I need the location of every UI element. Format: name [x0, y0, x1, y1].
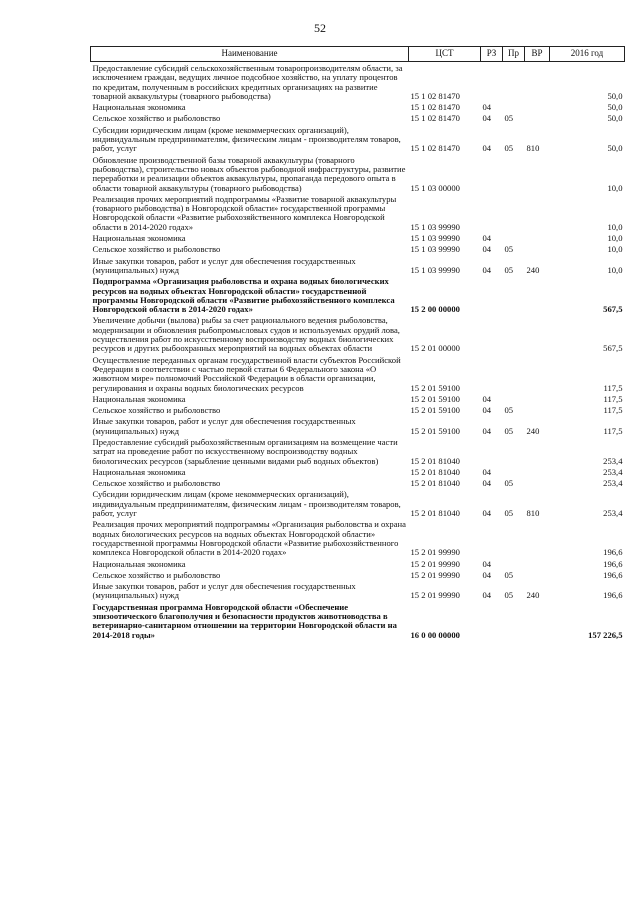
row-amount: 50,0 — [607, 113, 623, 124]
row-pr: 05 — [504, 143, 514, 154]
row-rz — [481, 314, 503, 353]
row-rz — [481, 518, 503, 557]
row-amount: 196,6 — [603, 590, 623, 601]
row-cst: 15 1 02 81470 — [410, 143, 460, 154]
row-vr — [525, 477, 550, 488]
row-pr — [503, 393, 525, 404]
row-amount: 117,5 — [603, 382, 623, 393]
row-rz: 04 — [482, 143, 492, 154]
row-pr — [503, 101, 525, 112]
row-cst: 15 2 01 81040 — [410, 466, 460, 477]
row-name: Субсидии юридическим лицам (кроме некоммерческих организаций), индивидуальным предпринимателям, физическим лицам - производителям товаров, работ, услуг — [92, 489, 401, 519]
row-pr: 05 — [504, 264, 514, 275]
row-amount: 10,0 — [607, 244, 623, 255]
table-row — [91, 112, 625, 123]
row-rz: 04 — [482, 558, 492, 569]
row-rz: 04 — [482, 405, 492, 416]
header-pr: Пр — [503, 47, 525, 62]
row-cst: 15 1 03 99990 — [410, 264, 460, 275]
table-row — [91, 488, 625, 518]
row-cst: 15 1 02 81470 — [410, 90, 460, 101]
table-row — [91, 518, 625, 557]
row-rz — [481, 193, 503, 232]
row-vr — [525, 466, 550, 477]
row-vr — [525, 154, 550, 193]
header-year: 2016 год — [550, 47, 625, 62]
table-row — [91, 466, 625, 477]
row-pr — [503, 558, 525, 569]
table-row — [91, 101, 625, 112]
row-vr — [525, 601, 550, 640]
table-row — [91, 154, 625, 193]
row-name: Реализация прочих мероприятий подпрограммы «Развитие товарной аквакультуры (товарного рыбоводства) в Новгородской области» государственной программы Новгородской области «Развитие рыбохозяйственного комплекса Новгородской области в 2014-2020 годах» — [92, 193, 397, 232]
row-cst: 15 2 01 59100 — [410, 425, 460, 436]
row-pr: 05 — [504, 405, 514, 416]
row-cst: 15 2 01 99990 — [410, 558, 460, 569]
row-pr — [503, 193, 525, 232]
row-vr — [525, 354, 550, 393]
row-rz: 04 — [482, 425, 492, 436]
row-amount: 157 226,5 — [588, 629, 623, 640]
row-rz — [481, 436, 503, 466]
row-pr: 05 — [504, 508, 514, 519]
row-amount: 196,6 — [603, 547, 623, 558]
row-name: Иные закупки товаров, работ и услуг для обеспечения государственных (муниципальных) нужд — [92, 416, 356, 436]
table-row — [91, 243, 625, 254]
row-amount: 253,4 — [603, 455, 623, 466]
row-amount: 196,6 — [603, 569, 623, 580]
row-name: Предоставление субсидий сельскохозяйственным товаропроизводителям области, за исключением граждан, ведущих личное подсобное хозяйство, на уплату процентов по кредитам, полученным в российских кредитных организациях на развитие товарной аквакультуры (товарного рыбоводства) — [92, 63, 403, 101]
table-header-row — [91, 47, 625, 62]
row-name: Национальная экономика — [92, 558, 186, 569]
row-rz: 04 — [482, 233, 492, 244]
row-name: Сельское хозяйство и рыболовство — [92, 478, 221, 489]
row-vr: 810 — [526, 143, 540, 154]
row-vr — [525, 558, 550, 569]
row-amount: 50,0 — [607, 90, 623, 101]
header-name: Наименование — [91, 47, 409, 62]
header-cst: ЦСТ — [409, 47, 481, 62]
row-pr — [503, 436, 525, 466]
table-row — [91, 477, 625, 488]
row-name: Иные закупки товаров, работ и услуг для обеспечения государственных (муниципальных) нужд — [92, 255, 356, 275]
row-name: Реализация прочих мероприятий подпрограммы «Организация рыболовства и охрана водных биологических ресурсов на водных объектах Новгородской области» государственной программы Новгородской области «Развитие рыбохозяйственного комплекса Новгородской области в 2014-2020 годах» — [92, 519, 406, 558]
row-rz: 04 — [482, 508, 492, 519]
row-rz — [481, 275, 503, 314]
row-name: Национальная экономика — [92, 393, 186, 404]
row-amount: 117,5 — [603, 393, 623, 404]
row-name: Национальная экономика — [92, 233, 186, 244]
row-name: Сельское хозяйство и рыболовство — [92, 405, 221, 416]
row-name: Осуществление переданных органам государственной власти субъектов Российской Федерации в соответствии с частью первой статьи 6 Федерального закона «О животном мире» полномочий Российской Федерации в области организации, регулирования и охраны водных биологических ресурсов — [92, 354, 401, 393]
row-cst: 15 2 01 81040 — [410, 478, 460, 489]
row-cst: 15 1 03 99990 — [410, 244, 460, 255]
row-vr — [525, 275, 550, 314]
row-pr — [503, 275, 525, 314]
table-row — [91, 404, 625, 415]
row-amount: 10,0 — [607, 182, 623, 193]
row-pr: 05 — [504, 244, 514, 255]
row-pr — [503, 314, 525, 353]
row-name: Сельское хозяйство и рыболовство — [92, 113, 221, 124]
budget-table — [90, 46, 625, 640]
row-amount: 117,5 — [603, 425, 623, 436]
table-row — [91, 393, 625, 404]
row-amount: 10,0 — [607, 264, 623, 275]
row-vr — [525, 569, 550, 580]
row-vr — [525, 101, 550, 112]
row-vr: 240 — [526, 264, 540, 275]
row-vr — [525, 393, 550, 404]
table-row — [91, 193, 625, 232]
header-vr: ВР — [525, 47, 550, 62]
row-rz: 04 — [482, 102, 492, 113]
row-pr — [503, 601, 525, 640]
row-cst: 15 1 02 81470 — [410, 102, 460, 113]
row-cst: 15 1 02 81470 — [410, 113, 460, 124]
row-rz: 04 — [482, 590, 492, 601]
row-cst: 15 1 03 99990 — [410, 233, 460, 244]
row-amount: 50,0 — [607, 102, 623, 113]
row-vr: 810 — [526, 508, 540, 519]
row-cst: 15 2 01 59100 — [410, 393, 460, 404]
row-cst: 15 2 01 59100 — [410, 405, 460, 416]
row-amount: 10,0 — [607, 221, 623, 232]
table-row — [91, 255, 625, 276]
table-row — [91, 124, 625, 154]
table-row — [91, 569, 625, 580]
row-cst: 15 2 01 99990 — [410, 590, 460, 601]
row-cst: 15 2 01 81040 — [410, 455, 460, 466]
row-name: Субсидии юридическим лицам (кроме некоммерческих организаций), индивидуальным предпринимателям, физическим лицам - производителям товаров, работ, услуг — [92, 124, 401, 154]
row-pr: 05 — [504, 113, 514, 124]
row-amount: 567,5 — [603, 343, 623, 354]
row-name: Государственная программа Новгородской области «Обеспечение эпизоотического благополучия и безопасности продуктов животноводства в ветеринарно-санитарном отношении на территории Новгородской области на 2014-2018 годы» — [92, 601, 397, 640]
row-amount: 10,0 — [607, 233, 623, 244]
row-name: Подпрограмма «Организация рыболовства и охрана водных биологических ресурсов на водных объектах Новгородской области» государственной программы Новгородской области «Развитие рыбохозяйственного комплекса Новгородской области в 2014-2020 годах» — [92, 276, 395, 315]
row-name: Увеличение добычи (вылова) рыбы за счет рационального ведения рыболовства, модернизации и обновления рыбопромысловых судов и используемых орудий лова, осуществления работ по искусственному воспроизводству водных биологических ресурсов и других рыбоохранных мероприятий на водных объектах области — [92, 315, 400, 354]
row-pr — [503, 62, 525, 102]
table-row — [91, 558, 625, 569]
row-cst: 15 2 01 99990 — [410, 569, 460, 580]
row-rz: 04 — [482, 113, 492, 124]
table-row — [91, 232, 625, 243]
row-vr — [525, 232, 550, 243]
row-rz: 04 — [482, 264, 492, 275]
row-rz — [481, 62, 503, 102]
row-pr: 05 — [504, 569, 514, 580]
row-pr — [503, 354, 525, 393]
row-vr — [525, 404, 550, 415]
row-vr — [525, 518, 550, 557]
row-amount: 117,5 — [603, 405, 623, 416]
row-name: Национальная экономика — [92, 102, 186, 113]
row-pr — [503, 154, 525, 193]
row-name: Сельское хозяйство и рыболовство — [92, 569, 221, 580]
row-name: Предоставление субсидий рыбохозяйственным организациям на возмещение части затрат на проведение работ по искусственному воспроизводству водных биологических ресурсов (зарыбление ценными видами рыб водных объектов) — [92, 436, 398, 466]
row-rz: 04 — [482, 569, 492, 580]
row-amount: 196,6 — [603, 558, 623, 569]
row-vr — [525, 243, 550, 254]
row-cst: 15 2 01 81040 — [410, 508, 460, 519]
row-cst: 15 1 03 00000 — [410, 182, 460, 193]
row-vr — [525, 112, 550, 123]
row-rz — [481, 601, 503, 640]
row-pr — [503, 232, 525, 243]
table-row — [91, 436, 625, 466]
row-name: Обновление производственной базы товарной аквакультуры (товарного рыбоводства), строительство новых объектов рыбоводной инфраструктуры, развитие переработки и реализации объектов аквакультуры, пропаганда передового опыта в области товарной аквакультуры (товарного рыбоводства) — [92, 154, 406, 193]
row-name: Иные закупки товаров, работ и услуг для обеспечения государственных (муниципальных) нужд — [92, 581, 356, 601]
table-row — [91, 601, 625, 640]
row-rz — [481, 154, 503, 193]
row-rz — [481, 354, 503, 393]
row-amount: 50,0 — [607, 143, 623, 154]
row-cst: 15 2 01 99990 — [410, 547, 460, 558]
row-rz: 04 — [482, 393, 492, 404]
row-cst: 15 2 00 00000 — [410, 304, 460, 315]
table-row — [91, 354, 625, 393]
row-pr: 05 — [504, 425, 514, 436]
row-vr — [525, 62, 550, 102]
row-pr: 05 — [504, 590, 514, 601]
row-vr: 240 — [526, 590, 540, 601]
table-row — [91, 275, 625, 314]
row-cst: 15 1 03 99990 — [410, 221, 460, 232]
row-amount: 253,4 — [603, 466, 623, 477]
row-vr: 240 — [526, 425, 540, 436]
row-amount: 567,5 — [603, 304, 623, 315]
table-row — [91, 314, 625, 353]
row-cst: 16 0 00 00000 — [410, 629, 460, 640]
row-pr — [503, 518, 525, 557]
table-body — [91, 62, 625, 640]
row-vr — [525, 314, 550, 353]
table-row — [91, 580, 625, 601]
row-vr — [525, 193, 550, 232]
row-rz: 04 — [482, 478, 492, 489]
row-pr — [503, 466, 525, 477]
header-rz: РЗ — [481, 47, 503, 62]
row-cst: 15 2 01 59100 — [410, 382, 460, 393]
row-rz: 04 — [482, 244, 492, 255]
row-name: Сельское хозяйство и рыболовство — [92, 244, 221, 255]
row-name: Национальная экономика — [92, 466, 186, 477]
table-row — [91, 62, 625, 102]
row-amount: 253,4 — [603, 478, 623, 489]
row-cst: 15 2 01 00000 — [410, 343, 460, 354]
row-amount: 253,4 — [603, 508, 623, 519]
table-row — [91, 415, 625, 436]
row-vr — [525, 436, 550, 466]
page-number: 52 — [314, 21, 326, 35]
row-pr: 05 — [504, 478, 514, 489]
row-rz: 04 — [482, 466, 492, 477]
